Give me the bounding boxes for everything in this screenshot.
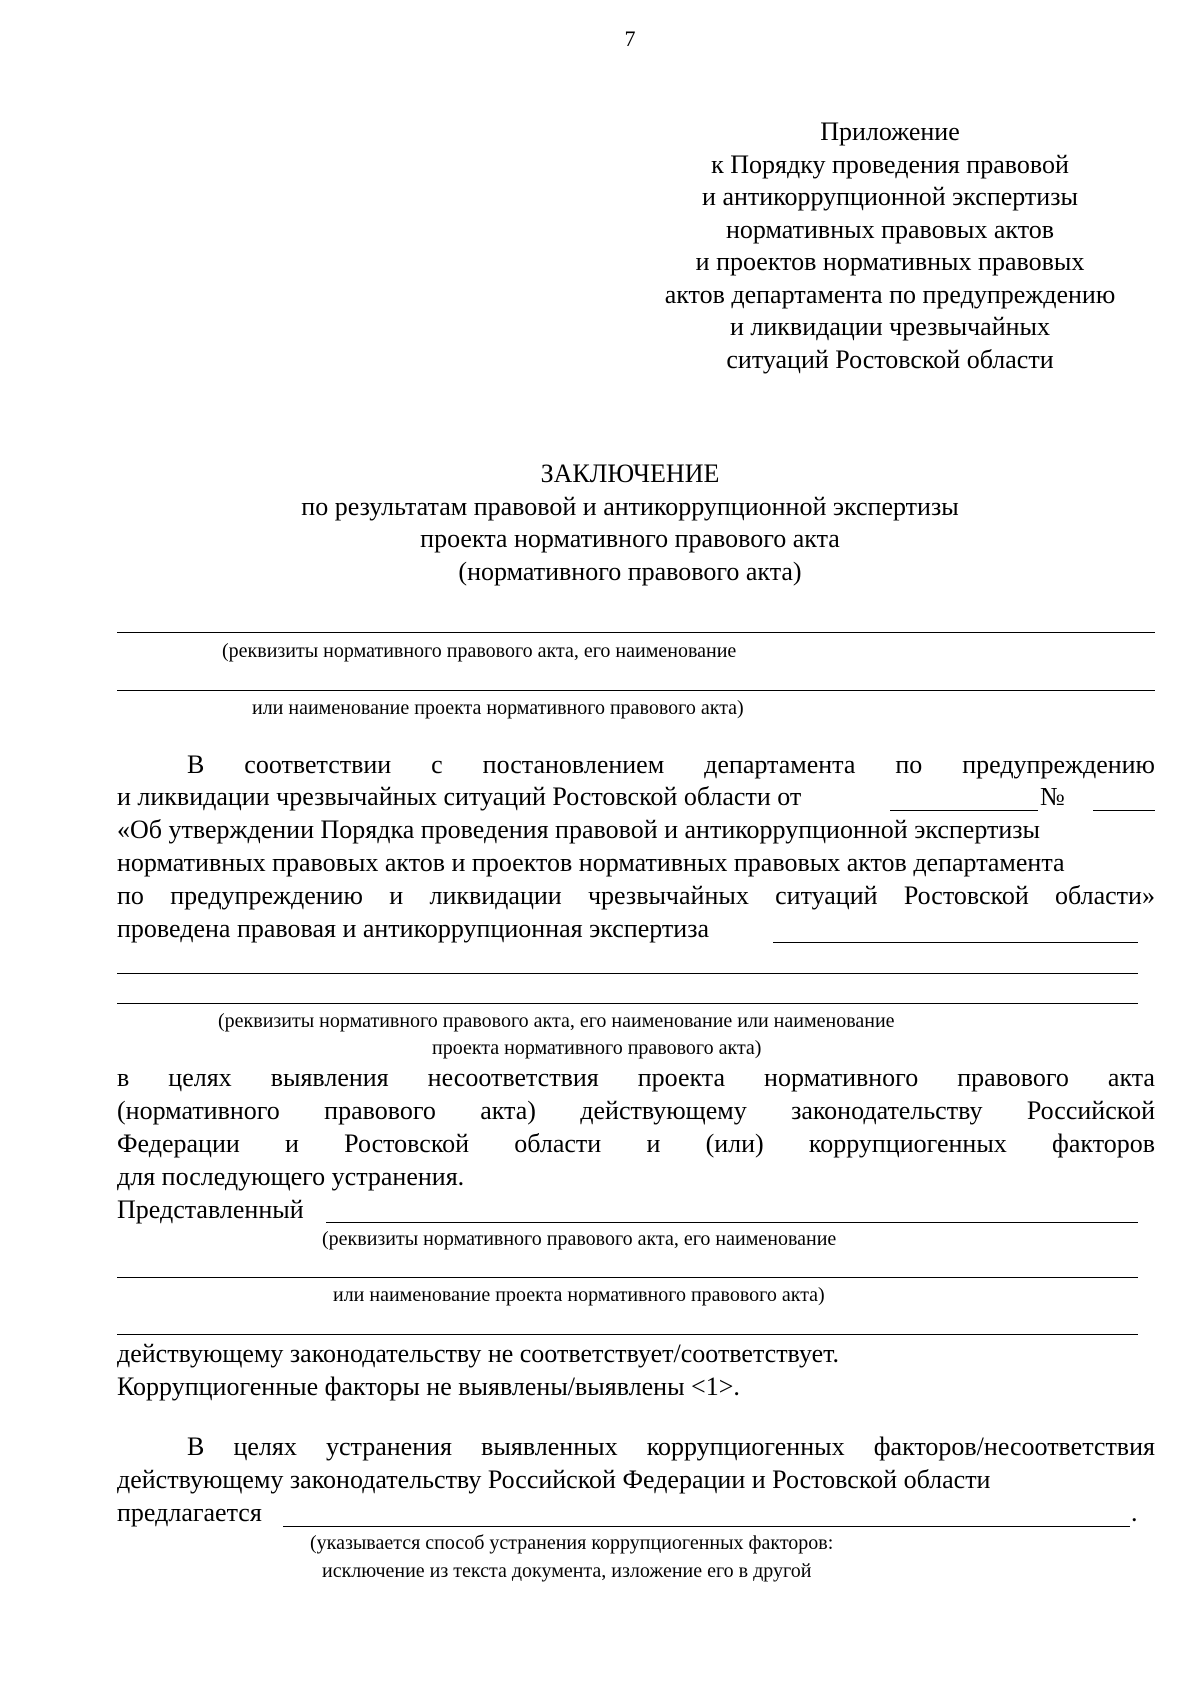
paragraph-line: действующему законодательству не соответствует/соответствует. xyxy=(117,1339,840,1368)
appendix-line: Приложение xyxy=(820,117,960,146)
blank-line xyxy=(117,1334,1138,1335)
represented-label: Представленный xyxy=(117,1195,304,1224)
appendix-line: ситуаций Ростовской области xyxy=(726,344,1054,374)
field-caption: проекта нормативного правового акта) xyxy=(432,1037,762,1059)
appendix-line: и антикоррупционной экспертизы xyxy=(702,182,1078,211)
title-heading: ЗАКЛЮЧЕНИЕ xyxy=(540,459,720,488)
title-line: проекта нормативного правового акта xyxy=(420,524,840,553)
blank-line xyxy=(117,690,1155,691)
appendix-line: к Порядку проведения правовой xyxy=(711,149,1069,179)
number-blank xyxy=(1093,810,1155,811)
paragraph-line: по предупреждению и ликвидации чрезвычайных ситуаций Ростовской области» xyxy=(117,881,1155,910)
paragraph-line: (нормативного правового акта) действующему законодательству Российской xyxy=(117,1096,1155,1125)
paragraph-line: В соответствии с постановлением департамента по предупреждению xyxy=(187,750,1155,779)
appendix-line: и ликвидации чрезвычайных xyxy=(730,312,1050,341)
field-caption: (реквизиты нормативного правового акта, его наименование xyxy=(322,1228,837,1250)
appendix-header xyxy=(640,116,1140,376)
paragraph-line: Федерации и Ростовской области и (или) коррупциогенных факторов xyxy=(117,1129,1155,1158)
blank-line xyxy=(773,942,1138,943)
appendix-line: актов департамента по предупреждению xyxy=(664,279,1116,309)
blank-line xyxy=(117,632,1155,633)
appendix-line: и проектов нормативных правовых xyxy=(695,247,1085,276)
field-caption: или наименование проекта нормативного правового акта) xyxy=(252,697,744,719)
paragraph-line: для последующего устранения. xyxy=(117,1162,465,1191)
blank-line xyxy=(283,1526,1130,1527)
blank-line xyxy=(117,973,1138,974)
field-caption: или наименование проекта нормативного правового акта) xyxy=(333,1284,825,1306)
paragraph-line: нормативных правовых актов и проектов нормативных правовых актов департамента xyxy=(117,848,1065,877)
number-sign: № xyxy=(1040,782,1065,811)
document-title xyxy=(110,458,1150,588)
paragraph-line: в целях выявления несоответствия проекта нормативного правового акта xyxy=(117,1063,1155,1092)
title-line: по результатам правовой и антикоррупционной экспертизы xyxy=(301,491,959,521)
blank-line xyxy=(117,1003,1138,1004)
paragraph-line: В целях устранения выявленных коррупциогенных факторов/несоответствия xyxy=(187,1432,1155,1461)
field-caption: исключение из текста документа, изложение его в другой xyxy=(322,1560,812,1582)
period: . xyxy=(1131,1498,1138,1527)
field-caption: (реквизиты нормативного правового акта, его наименование или наименование xyxy=(218,1010,895,1032)
paragraph-line: и ликвидации чрезвычайных ситуаций Ростовской области от xyxy=(117,782,802,811)
field-caption: (указывается способ устранения коррупциогенных факторов: xyxy=(310,1532,834,1554)
paragraph-line: проведена правовая и антикоррупционная экспертиза xyxy=(117,914,710,943)
paragraph-line: «Об утверждении Порядка проведения правовой и антикоррупционной экспертизы xyxy=(117,815,1041,844)
field-caption: (реквизиты нормативного правового акта, его наименование xyxy=(222,640,737,662)
proposed-label: предлагается xyxy=(117,1498,262,1527)
page-number: 7 xyxy=(624,26,636,51)
paragraph-line: Коррупциогенные факторы не выявлены/выявлены <1>. xyxy=(117,1372,740,1401)
title-line: (нормативного правового акта) xyxy=(458,556,802,586)
appendix-line: нормативных правовых актов xyxy=(725,214,1055,244)
blank-line xyxy=(326,1222,1138,1223)
paragraph-line: действующему законодательству Российской Федерации и Ростовской области xyxy=(117,1465,991,1494)
blank-line xyxy=(117,1277,1138,1278)
date-blank xyxy=(890,810,1038,811)
